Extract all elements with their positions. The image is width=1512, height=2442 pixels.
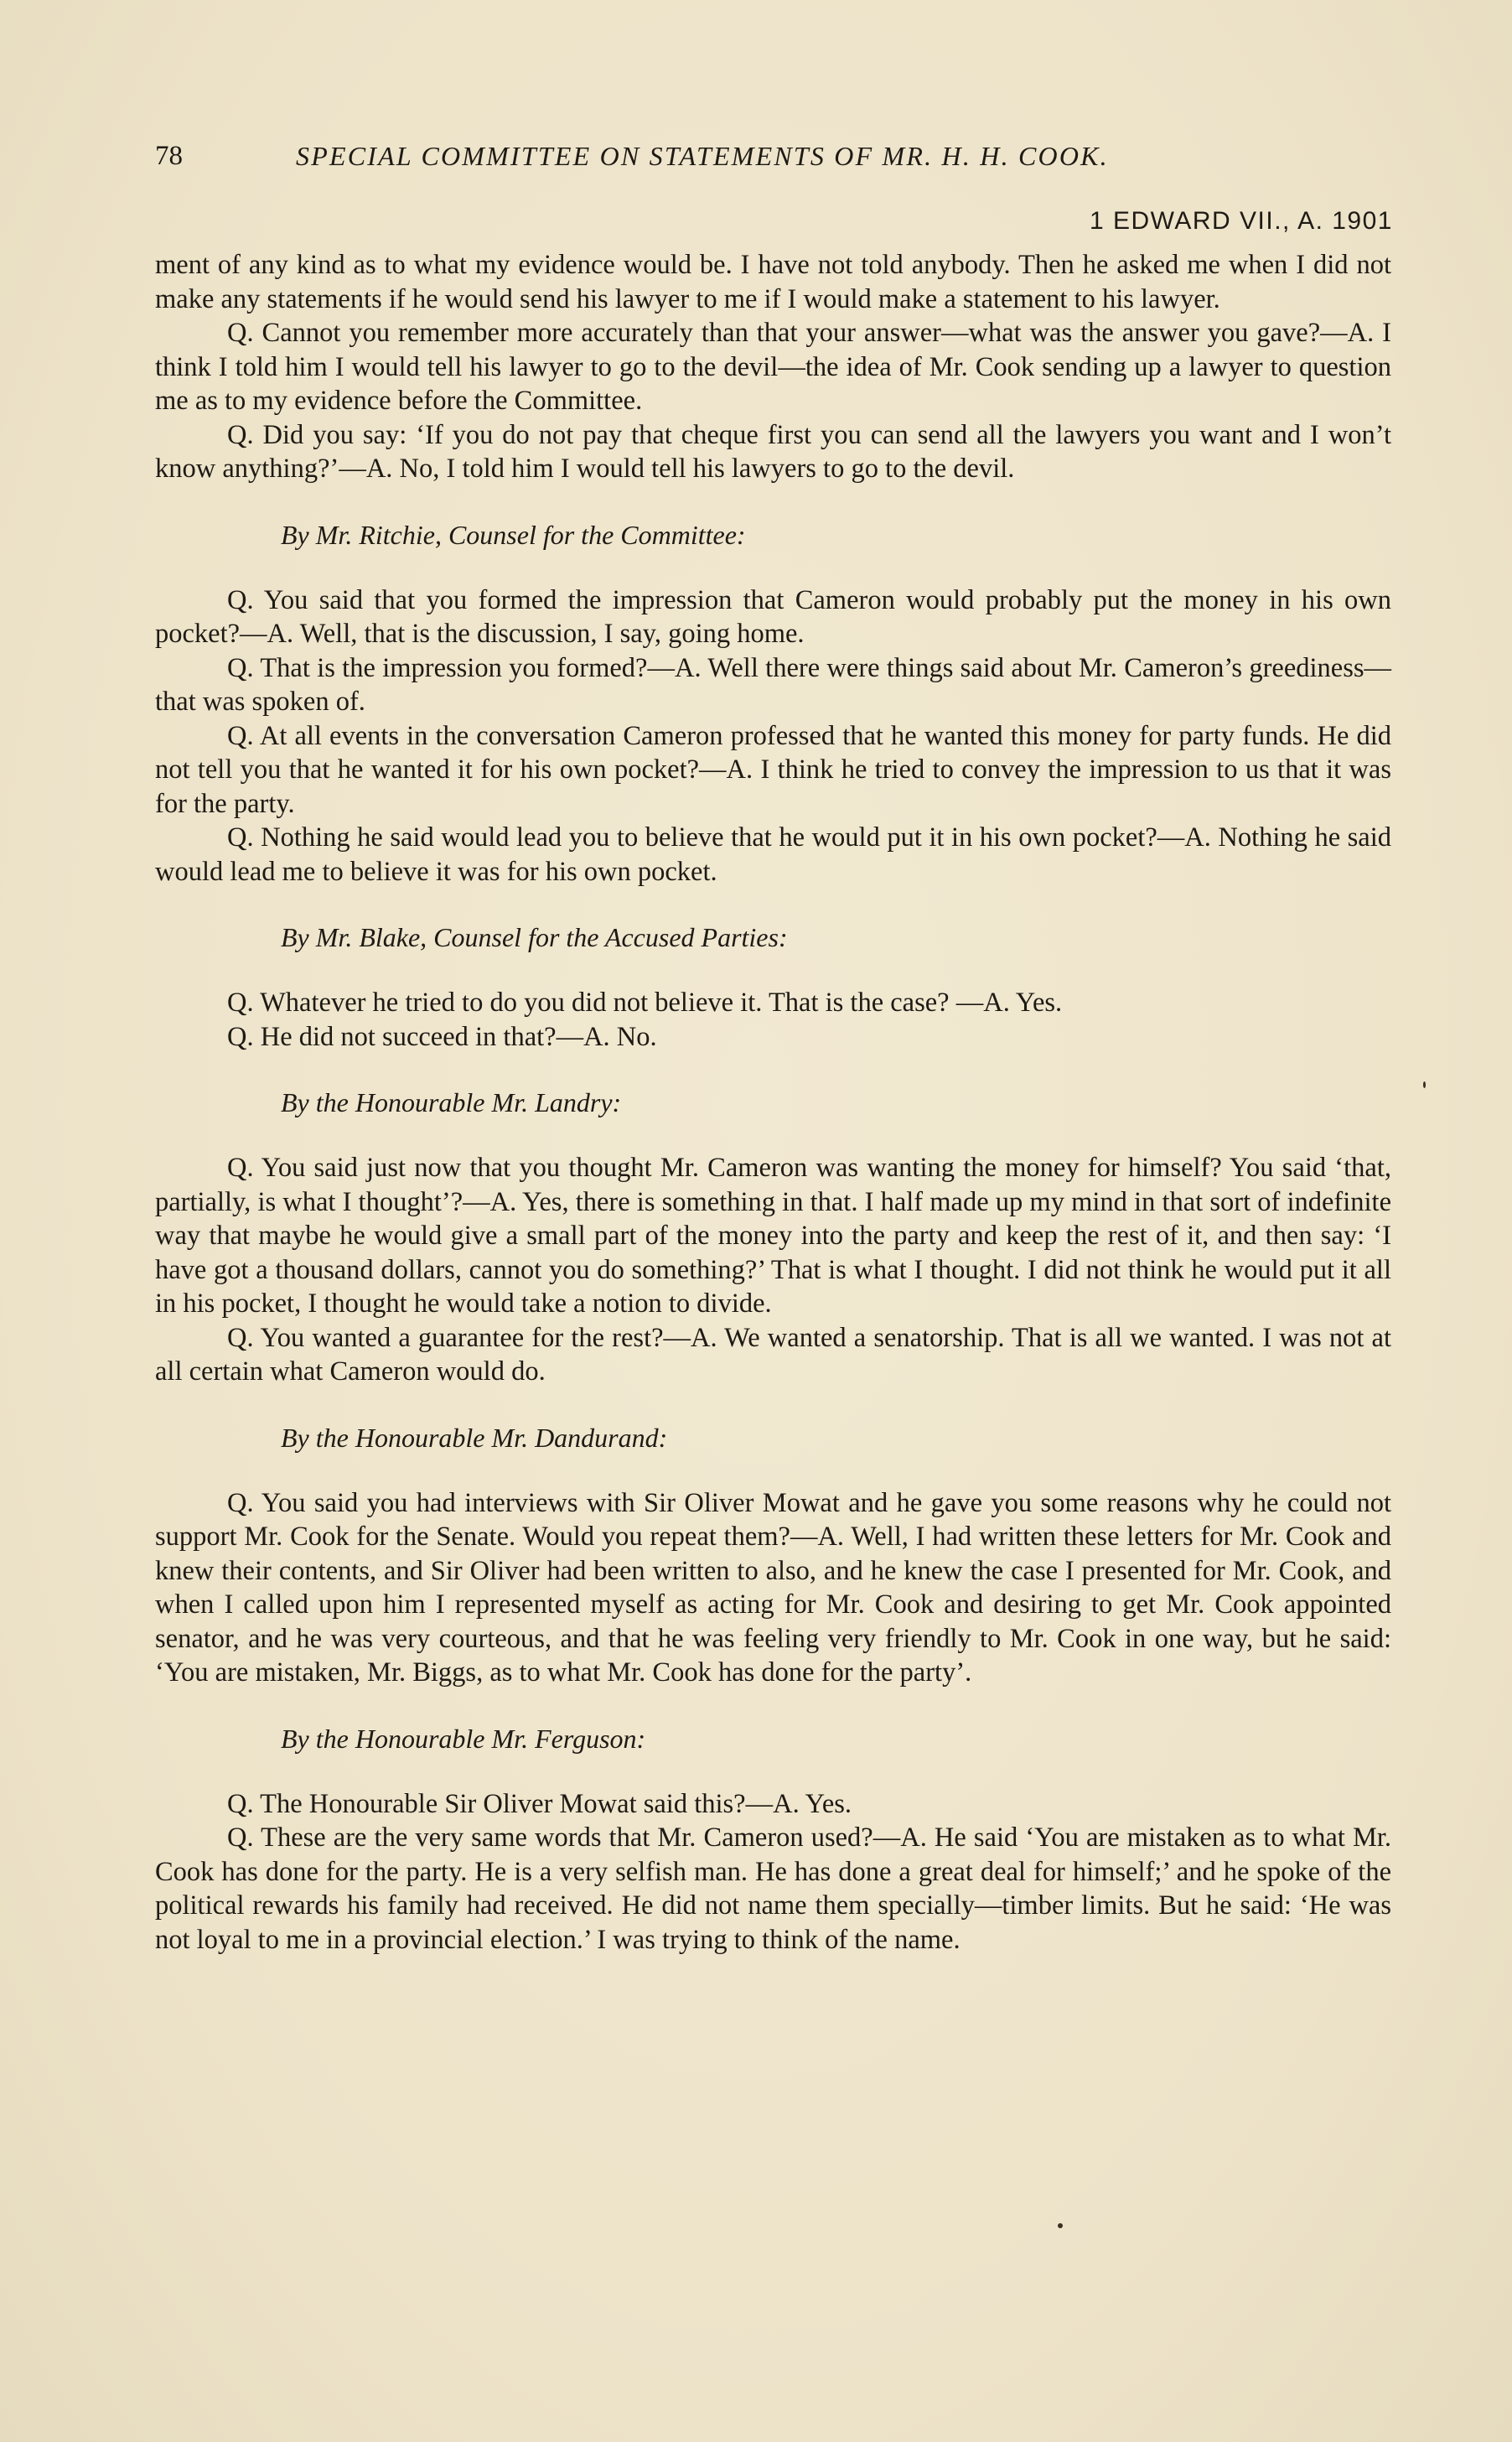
paragraph: Q. You said just now that you thought Mr. Cameron was wanting the money for himself? You said ‘that, partially, is what I thought’?—A. Yes, there is something in that. I half made up my mind in that sort of indefinite way that maybe he would give a small part of the money into the party and keep the rest of it, and then say: ‘I have got a thousand dollars, cannot you do something?’ That is what I thought. I did not think he would put it all in his pocket, I thought he would take a notion to divide. <box>155 1153 1391 1319</box>
paragraph: Q. That is the impression you formed?—A. Well there were things said about Mr. Cameron’s greediness—that was spoken of. <box>155 652 1391 717</box>
paragraph: Q. These are the very same words that Mr. Cameron used?—A. He said ‘You are mistaken as to what Mr. Cook has done for the party. He is a very selfish man. He has done a great deal for himself;’ and he spoke of the political rewards his family had received. He did not name them specially—timber limits. But he said: ‘He was not loyal to me in a provincial election.’ I was trying to think of the name. <box>155 1822 1391 1955</box>
ink-speck <box>1058 2223 1063 2228</box>
paragraph: Q. Cannot you remember more accurately than that your answer—what was the answer you gave?—A. I think I told him I would tell his lawyer to go to the devil—the idea of Mr. Cook sending up a lawyer to question me as to my evidence before the Committee. <box>155 318 1391 416</box>
paragraph: Q. Did you say: ‘If you do not pay that cheque first you can send all the lawyers you want and I won’t know anything?’—A. No, I told him I would tell his lawyers to go to the devil. <box>155 419 1391 484</box>
paragraph: Q. You said that you formed the impression that Cameron would probably put the money in his own pocket?—A. Well, that is the discussion, I say, going home. <box>155 584 1391 649</box>
session-label: 1 EDWARD VII., A. 1901 <box>1089 207 1393 235</box>
examiner-heading: By the Honourable Mr. Ferguson: <box>281 1723 646 1754</box>
ink-speck <box>1423 1081 1426 1088</box>
examiner-heading: By the Honourable Mr. Dandurand: <box>281 1422 668 1453</box>
paragraph: Q. Whatever he tried to do you did not believe it. That is the case? —A. Yes. <box>227 988 1063 1018</box>
paragraph: Q. At all events in the conversation Cameron professed that he wanted this money for party funds. He did not tell you that he wanted it for his own pocket?—A. I think he tried to convey the impression to us that it was for the party. <box>155 720 1391 819</box>
testimony-body <box>155 248 1391 1957</box>
running-title: SPECIAL COMMITTEE ON STATEMENTS OF MR. H. H. COOK. <box>296 141 1109 171</box>
examiner-heading: By the Honourable Mr. Landry: <box>281 1087 622 1117</box>
paragraph: Q. The Honourable Sir Oliver Mowat said this?—A. Yes. <box>227 1788 852 1819</box>
examiner-heading: By Mr. Ritchie, Counsel for the Committee: <box>281 519 746 550</box>
paragraph: Q. You wanted a guarantee for the rest?—A. We wanted a senatorship. That is all we wanted. I was not at all certain what Cameron would do. <box>155 1322 1391 1387</box>
paragraph: Q. You said you had interviews with Sir Oliver Mowat and he gave you some reasons why he could not support Mr. Cook for the Senate. Would you repeat them?—A. Well, I had written these letters for Mr. Cook and knew their contents, and Sir Oliver had been written to also, and he knew the case I presented for Mr. Cook, and when I called upon him I represented myself as acting for Mr. Cook and desiring to get Mr. Cook appointed senator, and he was very courteous, and that he was feeling very friendly to Mr. Cook in one way, but he said: ‘You are mistaken, Mr. Biggs, as to what Mr. Cook has done for the party’. <box>155 1487 1391 1688</box>
examiner-heading: By Mr. Blake, Counsel for the Accused Parties: <box>281 922 788 952</box>
paragraph: ment of any kind as to what my evidence would be. I have not told anybody. Then he asked me when I did not make any statements if he would send his lawyer to me if I would make a statement to his lawyer. <box>155 250 1391 314</box>
paragraph: Q. He did not succeed in that?—A. No. <box>227 1021 657 1052</box>
page-header <box>155 141 1395 178</box>
paragraph: Q. Nothing he said would lead you to believe that he would put it in his own pocket?—A. Nothing he said would lead me to believe it was for his own pocket. <box>155 822 1391 887</box>
page-number: 78 <box>155 141 183 171</box>
